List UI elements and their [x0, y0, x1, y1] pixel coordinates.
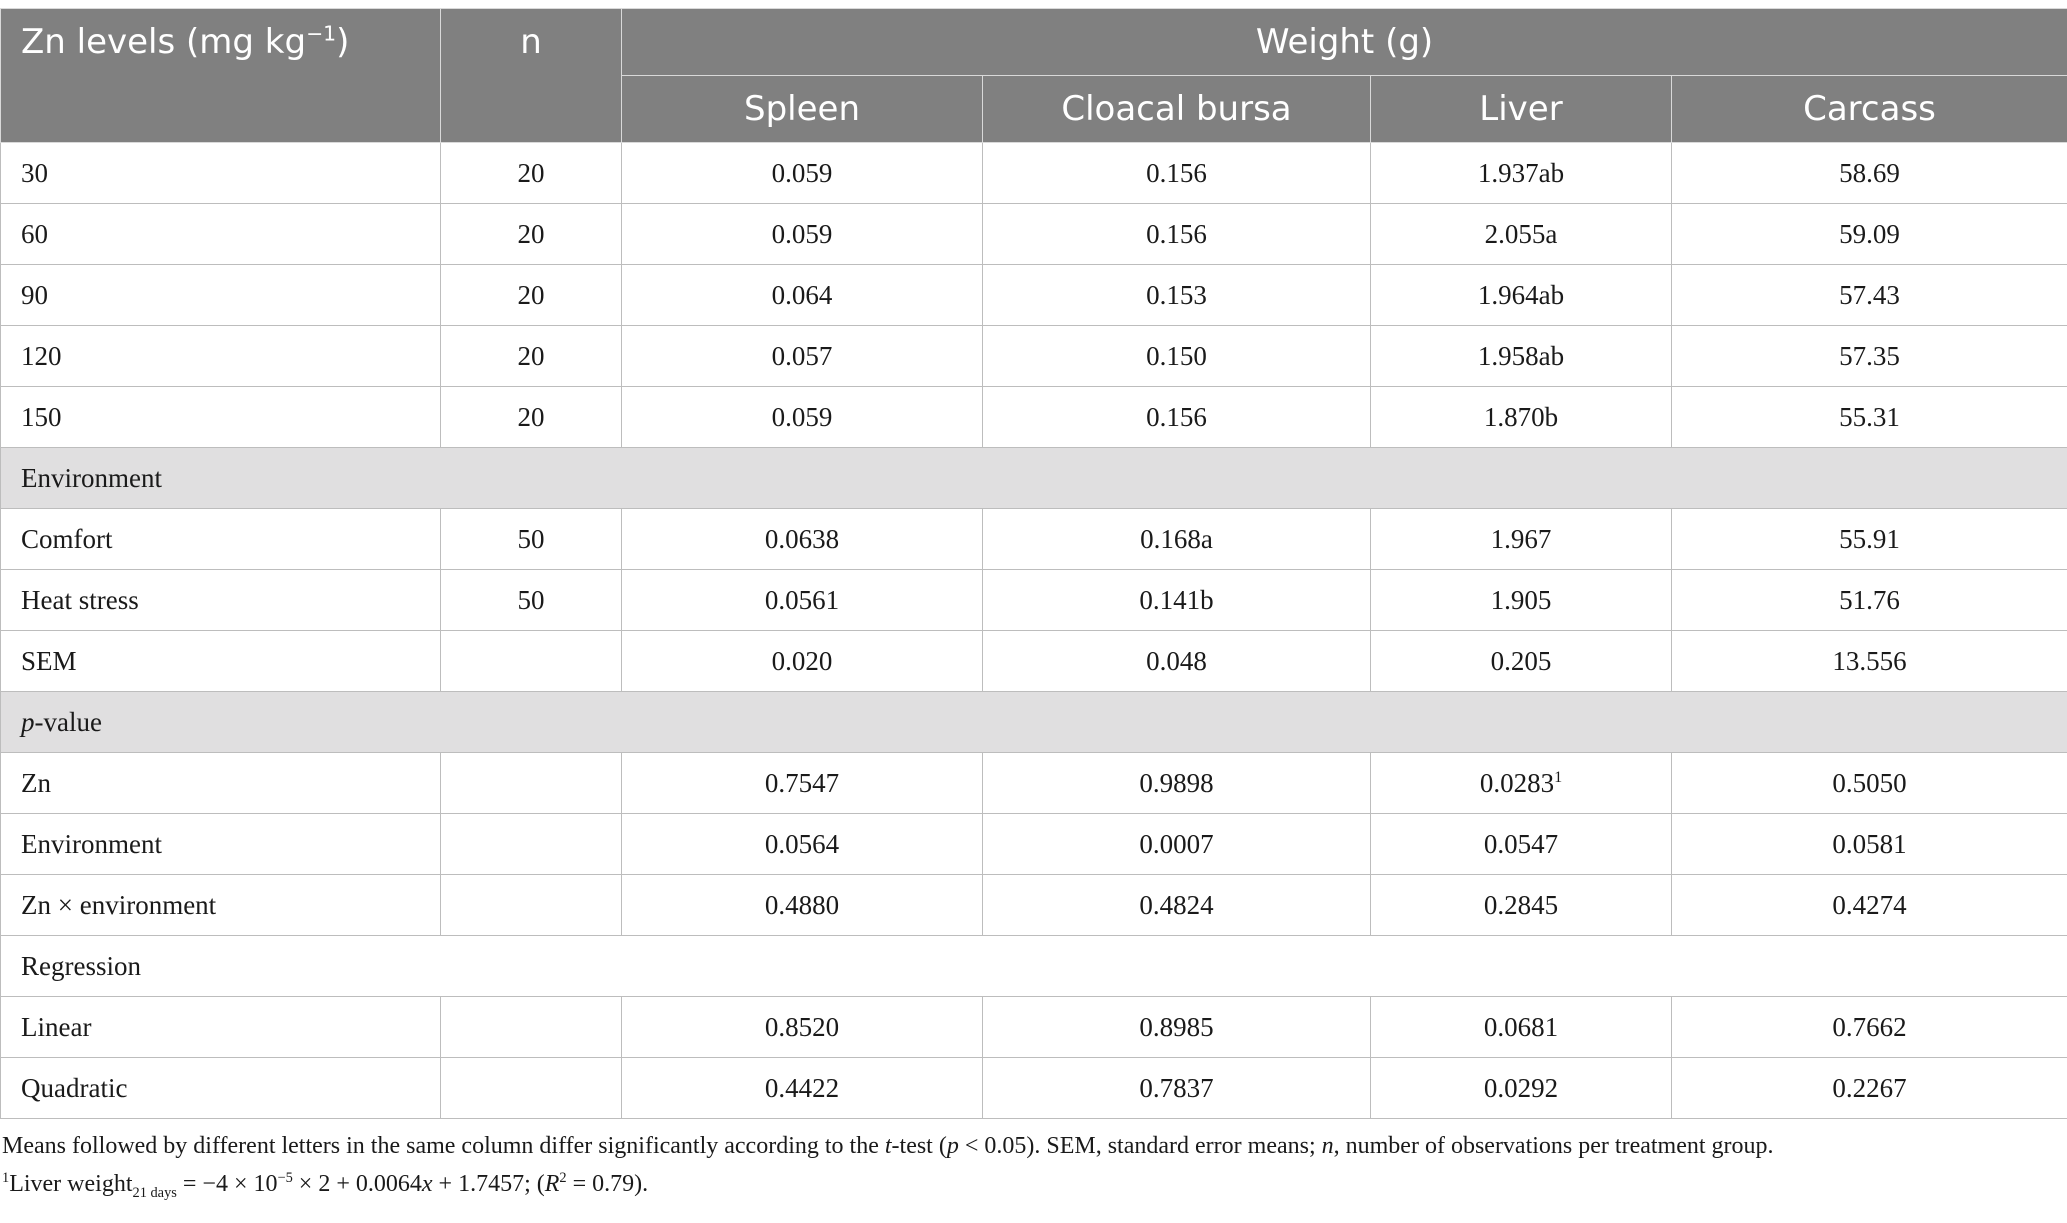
section-label-pvalue: p-value — [1, 692, 2067, 753]
cell-spleen: 0.057 — [622, 326, 983, 387]
cell-spleen: 0.0564 — [622, 814, 983, 875]
cell-liver: 0.0681 — [1371, 997, 1672, 1058]
cell-carcass: 55.31 — [1672, 387, 2067, 448]
table-row — [1, 387, 2067, 448]
cell-spleen: 0.8520 — [622, 997, 983, 1058]
cell-cloacal-bursa: 0.156 — [983, 387, 1371, 448]
cell-liver: 0.205 — [1371, 631, 1672, 692]
cell-spleen: 0.0561 — [622, 570, 983, 631]
table-row — [1, 753, 2067, 814]
cell-cloacal-bursa: 0.150 — [983, 326, 1371, 387]
row-label: 90 — [1, 265, 441, 326]
cell-liver: 1.967 — [1371, 509, 1672, 570]
cell-liver: 0.0292 — [1371, 1058, 1672, 1119]
cell-spleen: 0.4880 — [622, 875, 983, 936]
cell-spleen: 0.064 — [622, 265, 983, 326]
cell-cloacal-bursa: 0.156 — [983, 143, 1371, 204]
table-row — [1, 326, 2067, 387]
header-n: n — [441, 9, 622, 143]
cell-cloacal-bursa: 0.7837 — [983, 1058, 1371, 1119]
cell-cloacal-bursa: 0.168a — [983, 509, 1371, 570]
cell-liver: 1.870b — [1371, 387, 1672, 448]
cell-spleen: 0.059 — [622, 143, 983, 204]
row-label: 150 — [1, 387, 441, 448]
cell-liver: 1.937ab — [1371, 143, 1672, 204]
section-row-environment — [1, 448, 2067, 509]
cell-carcass: 51.76 — [1672, 570, 2067, 631]
header-cloacal-bursa: Cloacal bursa — [983, 76, 1371, 143]
table-row — [1, 204, 2067, 265]
cell-spleen: 0.0638 — [622, 509, 983, 570]
cell-n: 20 — [441, 143, 622, 204]
header-zn-levels: Zn levels (mg $kg^{-1}$) — [1, 9, 441, 143]
cell-spleen: 0.020 — [622, 631, 983, 692]
cell-carcass: 57.43 — [1672, 265, 2067, 326]
table-row — [1, 875, 2067, 936]
header-liver: Liver — [1371, 76, 1672, 143]
row-label: 120 — [1, 326, 441, 387]
cell-carcass: 0.7662 — [1672, 997, 2067, 1058]
table-row — [1, 265, 2067, 326]
cell-n — [441, 814, 622, 875]
header-row-1 — [1, 9, 2067, 76]
row-label: Zn × environment — [1, 875, 441, 936]
row-label: 60 — [1, 204, 441, 265]
cell-carcass: 55.91 — [1672, 509, 2067, 570]
cell-cloacal-bursa: 0.9898 — [983, 753, 1371, 814]
section-row-pvalue — [1, 692, 2067, 753]
row-label: Quadratic — [1, 1058, 441, 1119]
cell-cloacal-bursa: 0.0007 — [983, 814, 1371, 875]
footnote-marker: 1 — [1554, 767, 1563, 786]
cell-spleen: 0.7547 — [622, 753, 983, 814]
cell-cloacal-bursa: 0.141b — [983, 570, 1371, 631]
cell-n — [441, 753, 622, 814]
table-row — [1, 814, 2067, 875]
cell-spleen: 0.4422 — [622, 1058, 983, 1119]
cell-carcass: 13.556 — [1672, 631, 2067, 692]
table-container — [0, 8, 2067, 1203]
header-weight: Weight (g) — [622, 9, 2067, 76]
table-row — [1, 570, 2067, 631]
cell-liver: 1.964ab — [1371, 265, 1672, 326]
table-row — [1, 631, 2067, 692]
cell-n — [441, 1058, 622, 1119]
cell-liver: 0.0547 — [1371, 814, 1672, 875]
cell-spleen: 0.059 — [622, 204, 983, 265]
cell-n — [441, 631, 622, 692]
table-row — [1, 1058, 2067, 1119]
row-label: 30 — [1, 143, 441, 204]
row-label: Zn — [1, 753, 441, 814]
footnote-regression-equation: $^1$Liver weight$_{21 days}$ = $-4 \times 10^{-5} \times 2 + 0.0064x + 1.7457$; $(R^2 = 0.79)$. — [2, 1170, 649, 1201]
table-row — [1, 143, 2067, 204]
table-row — [1, 509, 2067, 570]
row-label: Heat stress — [1, 570, 441, 631]
cell-carcass: 59.09 — [1672, 204, 2067, 265]
cell-carcass: 0.4274 — [1672, 875, 2067, 936]
header-spleen: Spleen — [622, 76, 983, 143]
table-row-regression — [1, 936, 2067, 997]
cell-cloacal-bursa: 0.156 — [983, 204, 1371, 265]
row-label: Environment — [1, 814, 441, 875]
cell-n: 20 — [441, 265, 622, 326]
cell-carcass: 57.35 — [1672, 326, 2067, 387]
header-carcass: Carcass — [1672, 76, 2067, 143]
data-table — [0, 8, 2067, 1119]
row-label: SEM — [1, 631, 441, 692]
cell-liver: 0.0283$^1$ — [1371, 753, 1672, 814]
cell-n — [441, 875, 622, 936]
cell-cloacal-bursa: 0.153 — [983, 265, 1371, 326]
cell-cloacal-bursa: 0.8985 — [983, 997, 1371, 1058]
cell-carcass: 0.5050 — [1672, 753, 2067, 814]
cell-n: 50 — [441, 509, 622, 570]
cell-carcass: 58.69 — [1672, 143, 2067, 204]
cell-n: 20 — [441, 387, 622, 448]
section-label-regression: Regression — [1, 936, 2067, 997]
row-label: Comfort — [1, 509, 441, 570]
cell-cloacal-bursa: 0.048 — [983, 631, 1371, 692]
cell-liver: 0.2845 — [1371, 875, 1672, 936]
row-label: Linear — [1, 997, 441, 1058]
cell-n — [441, 997, 622, 1058]
footnote-significance: Means followed by different letters in the same column differ significantly according to the t-test (p < 0.05). SEM, standard error means; n, number of observations per treatment group. — [2, 1133, 1774, 1159]
cell-spleen: 0.059 — [622, 387, 983, 448]
cell-liver: 2.055a — [1371, 204, 1672, 265]
cell-n: 20 — [441, 326, 622, 387]
cell-cloacal-bursa: 0.4824 — [983, 875, 1371, 936]
cell-liver: 1.905 — [1371, 570, 1672, 631]
table-row — [1, 997, 2067, 1058]
cell-n: 50 — [441, 570, 622, 631]
cell-n: 20 — [441, 204, 622, 265]
cell-liver: 1.958ab — [1371, 326, 1672, 387]
cell-carcass: 0.0581 — [1672, 814, 2067, 875]
section-label-environment: Environment — [1, 448, 2067, 509]
cell-carcass: 0.2267 — [1672, 1058, 2067, 1119]
